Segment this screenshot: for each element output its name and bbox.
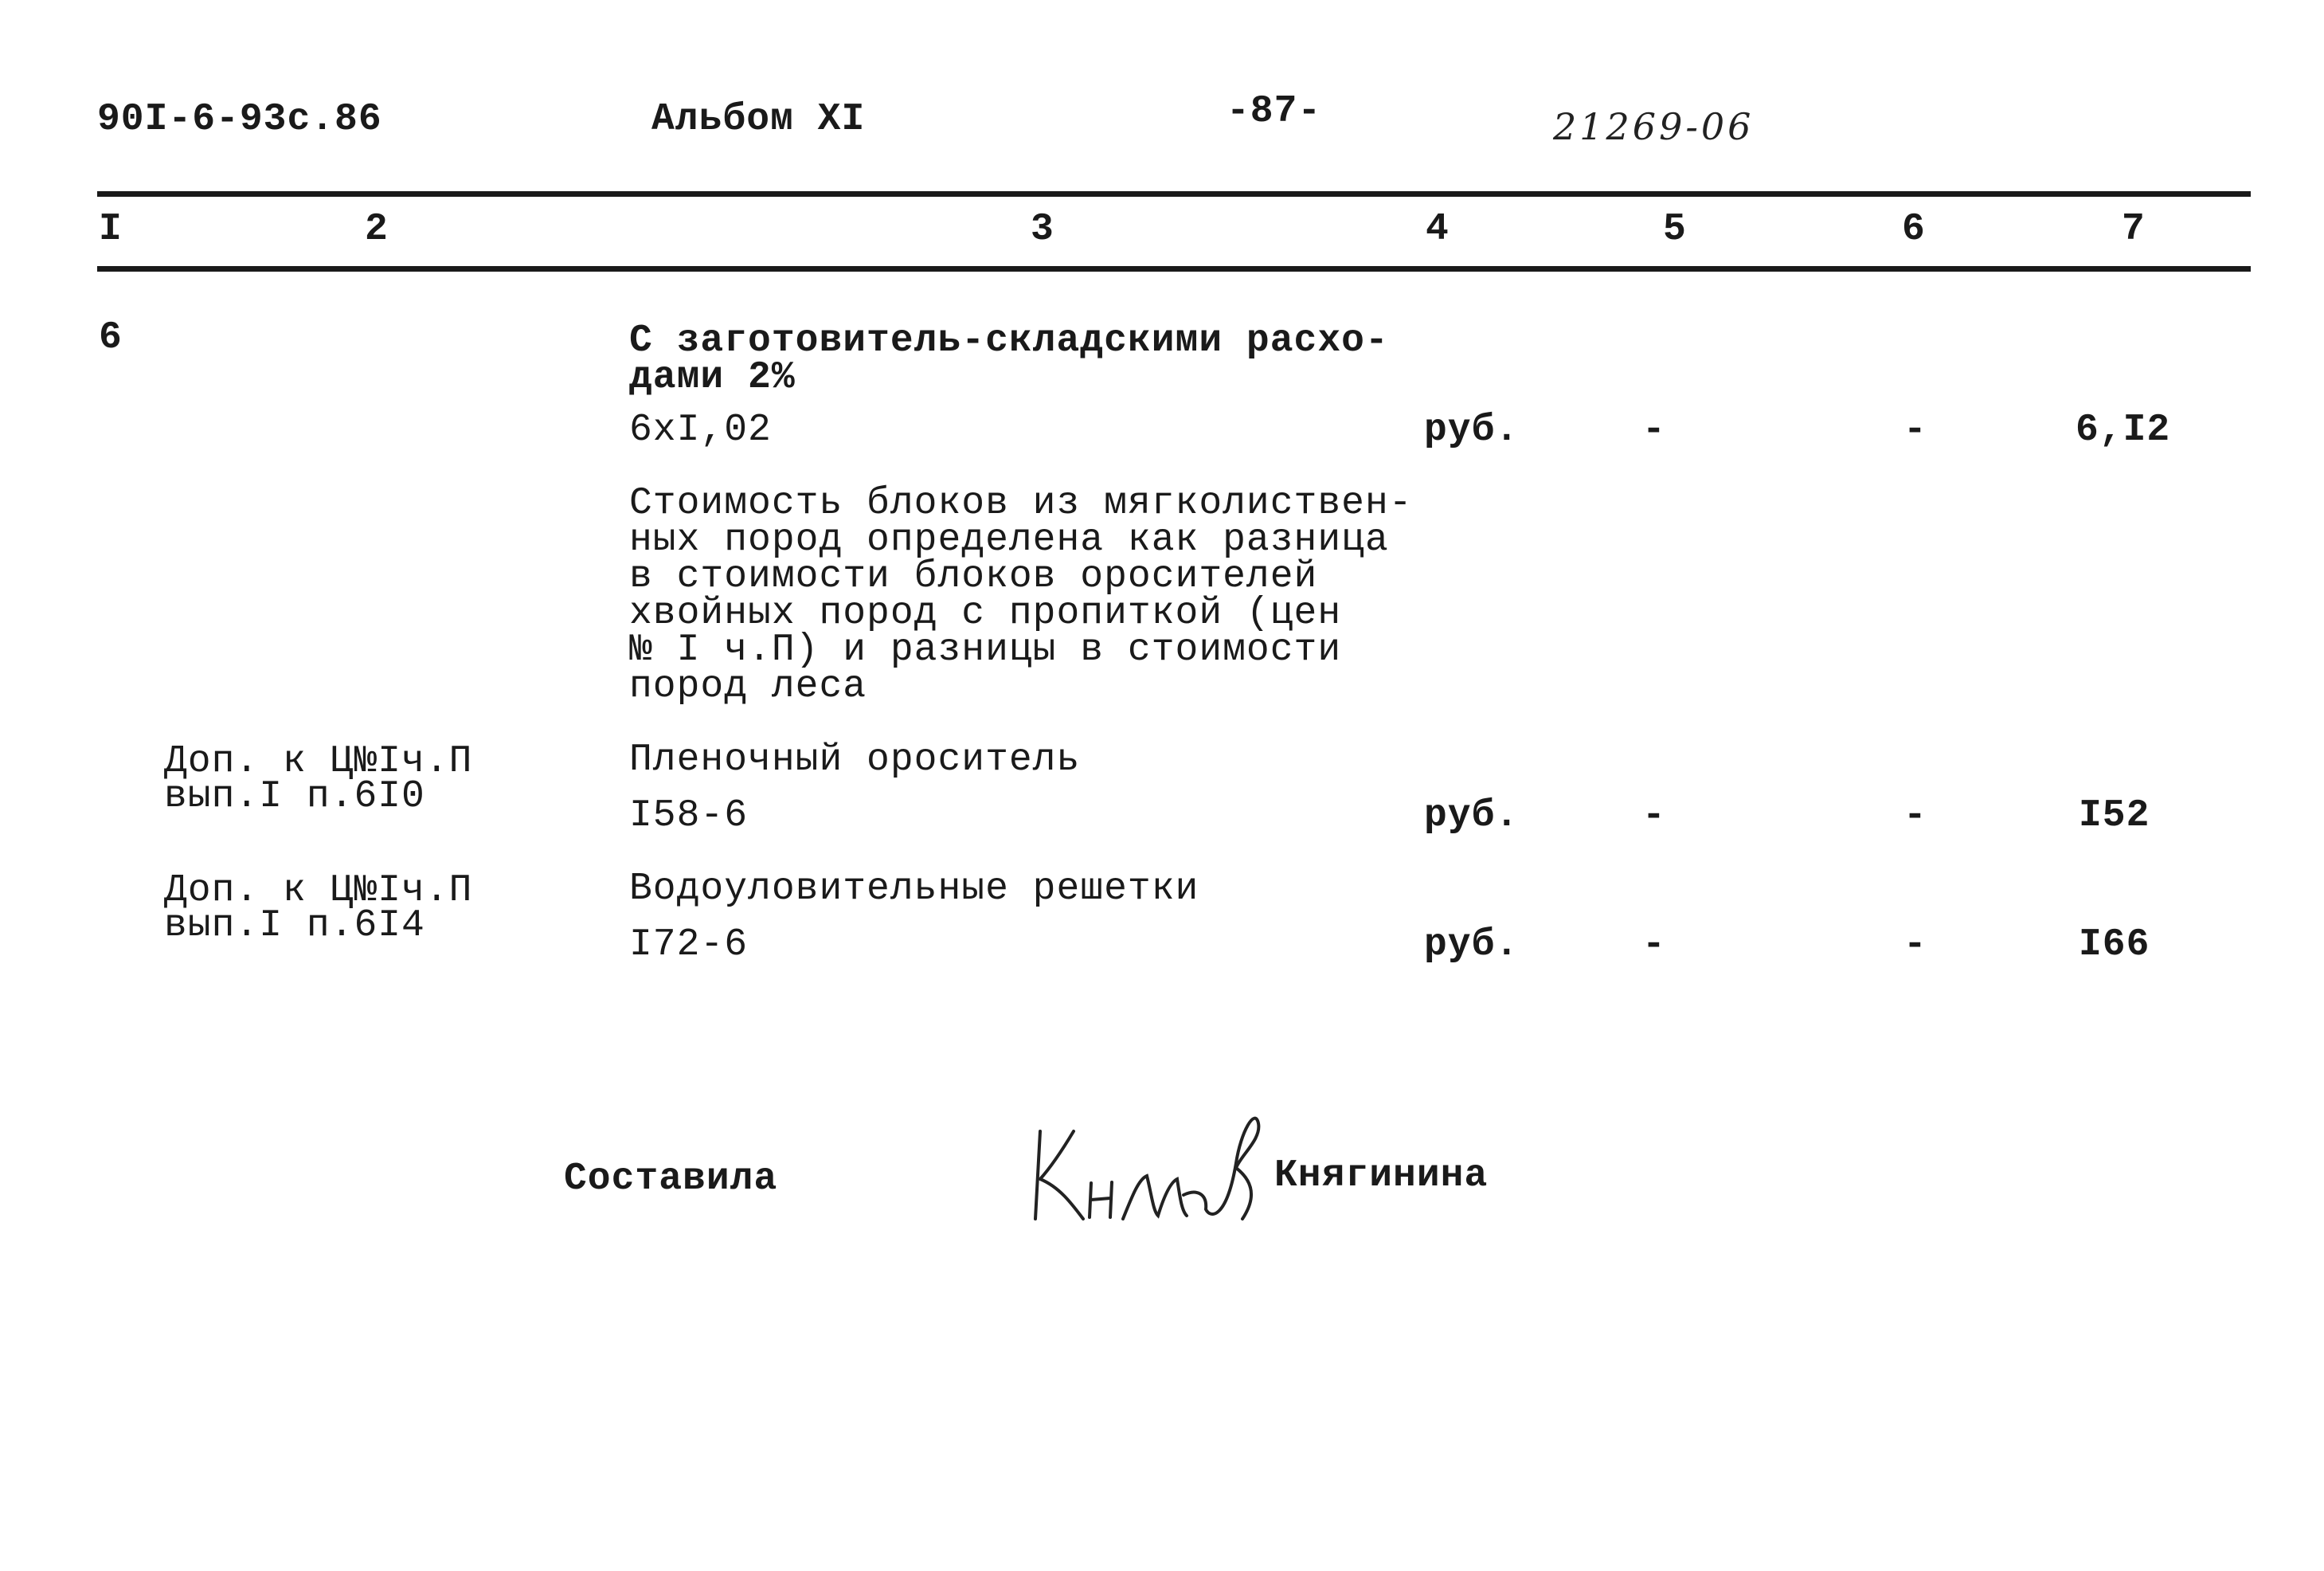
compiler-name: Княгинина <box>1274 1154 1489 1197</box>
note-line: пород леса <box>629 665 867 708</box>
column-header-1: I <box>99 208 123 251</box>
album-label: Альбом XI <box>651 98 866 141</box>
row-number: 6 <box>99 316 123 359</box>
column-header-4: 4 <box>1426 208 1450 251</box>
row-source-line-1: Доп. к Ц№Iч.П <box>164 740 473 783</box>
document-number: 90I-6-93с.86 <box>97 98 382 141</box>
note-line: № I ч.П) и разницы в стоимости <box>629 629 1342 672</box>
row-col7: 6,I2 <box>2076 409 2171 452</box>
row-title-line-1: С заготовитель-складскими расхо- <box>629 319 1389 362</box>
table-header-rule <box>97 266 2251 272</box>
row-unit: руб. <box>1424 923 1520 966</box>
row-source-line-2: вып.I п.6I0 <box>164 775 425 818</box>
row-unit: руб. <box>1424 409 1520 452</box>
row-col5: - <box>1642 794 1666 837</box>
note-line: ных пород определена как разница <box>629 519 1389 562</box>
row-source-line-2: вып.I п.6I4 <box>164 904 425 947</box>
row-col6: - <box>1903 794 1927 837</box>
row-col5: - <box>1642 923 1666 966</box>
row-col6: - <box>1903 409 1927 452</box>
column-header-3: 3 <box>1031 208 1054 251</box>
page-number: -87- <box>1227 90 1322 133</box>
note-line: хвойных пород с пропиткой (цен <box>629 592 1342 635</box>
column-header-6: 6 <box>1902 208 1926 251</box>
note-line: Стоимость блоков из мягколиствен- <box>629 482 1413 525</box>
row-formula: I58-6 <box>629 794 749 837</box>
row-title-line-2: дами 2% <box>629 356 796 399</box>
table-top-rule <box>97 191 2251 197</box>
row-col5: - <box>1642 409 1666 452</box>
column-header-7: 7 <box>2122 208 2146 251</box>
row-col7: I52 <box>2079 794 2150 837</box>
row-col7: I66 <box>2079 923 2150 966</box>
row-unit: руб. <box>1424 794 1520 837</box>
column-header-5: 5 <box>1663 208 1687 251</box>
row-source-line-1: Доп. к Ц№Iч.П <box>164 869 473 912</box>
note-line: в стоимости блоков оросителей <box>629 555 1318 598</box>
inventory-number: 21269-06 <box>1553 105 1755 148</box>
row-title-line-1: Водоуловительные решетки <box>629 868 1199 911</box>
row-formula: I72-6 <box>629 923 749 966</box>
row-title-line-1: Пленочный ороситель <box>629 738 1081 782</box>
compiled-by-label: Составила <box>564 1158 778 1201</box>
row-col6: - <box>1903 923 1927 966</box>
signature-icon <box>1027 1099 1282 1227</box>
column-header-2: 2 <box>365 208 389 251</box>
row-formula: 6хI,02 <box>629 409 772 452</box>
